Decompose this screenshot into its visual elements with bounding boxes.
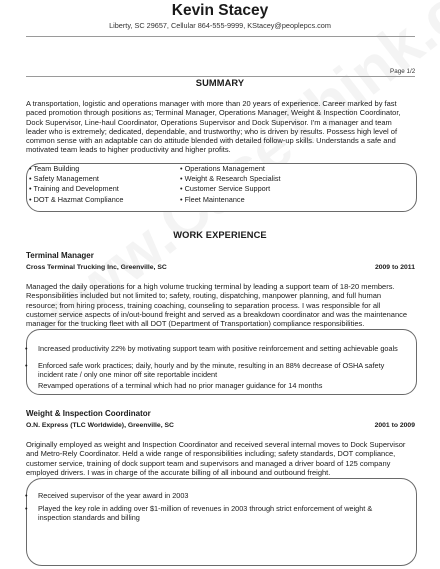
page-number: Page 1/2 xyxy=(390,68,416,75)
skills-left-list xyxy=(29,164,123,205)
job-description-line: Responsibilities included but not limited to; safety, routing, dispatching, manpower planning, and full human xyxy=(26,291,382,301)
job-description xyxy=(26,440,415,477)
bullet-icon: • xyxy=(25,504,28,513)
job-description-line: employed drivers. I was in charge of the accurate billing of all inbound and outbound freight. xyxy=(26,467,331,477)
achievement-item: • Enforced safe work practices; daily, hourly and by the minute, resulting in an 88% decrease of OSHA safety incident rate / only one minor off site reportable incident xyxy=(25,361,385,380)
skill-item: • DOT & Hazmat Compliance xyxy=(29,194,124,204)
summary-line: paced promotion through positions as; Terminal Manager, Operations Manager, Weight & Inspection Coordinator, xyxy=(26,108,401,118)
skill-item: • Team Building xyxy=(29,164,80,173)
job-description-line: manager for the trucking fleet with all DOT (Department of Transportation) compliance responsibilities. xyxy=(26,319,365,329)
job-title: Weight & Inspection Coordinator xyxy=(26,409,151,418)
skills-right-list xyxy=(180,164,281,205)
achievement-item: • Played the key role in adding over $1-million of revenues in 2003 through strict enforcement of weight & inspection standards and billing xyxy=(25,504,373,523)
summary-line: A transportation, logistic and operations manager with more than 20 years of experience. Career marked by fast xyxy=(26,99,397,108)
summary-title: SUMMARY xyxy=(195,78,245,88)
summary-line: Dock Supervisor, Line-haul Coordinator, Operations Supervisor and Dock Supervisor. I'm a manager and team xyxy=(26,117,392,127)
work-experience-title: WORK EXPERIENCE xyxy=(173,230,267,240)
candidate-name: Kevin Stacey xyxy=(171,2,269,19)
job-description-line: customer service, training of dock support team and supervisors and managed a driver board of 125 company xyxy=(26,458,391,468)
job-dates: 2001 to 2009 xyxy=(374,422,415,429)
job-description-line: Managed the daily operations for a high volume trucking terminal by leading a support team of 18-20 members. xyxy=(26,282,395,291)
bullet-icon: • xyxy=(25,361,28,370)
skill-item: • Fleet Maintenance xyxy=(180,194,245,204)
summary-line: common sense with an adaptable can do attitude blended with detailed follow-up skills. Understands a safe and xyxy=(26,136,396,146)
skill-item: • Operations Management xyxy=(180,164,265,173)
job-description xyxy=(26,282,415,328)
skill-item: • Weight & Research Specialist xyxy=(180,174,281,184)
job-dates: 2009 to 2011 xyxy=(374,264,415,271)
job-description-line: and Metro-Rely Coordinator. Held a wide range of responsibilities including; safety standards, DOT compliance, xyxy=(26,449,396,459)
summary-line: leader who is extremely; dedicated, dependable, and trustworthy; who is driven by results. Possess high level of xyxy=(26,126,398,136)
achievement-item: • Received supervisor of the year award in 2003 xyxy=(25,491,189,500)
skill-item: • Customer Service Support xyxy=(180,184,271,194)
job-title: Terminal Manager xyxy=(26,251,94,260)
skill-item: • Safety Management xyxy=(29,174,99,184)
contact-line: Liberty, SC 29657, Cellular 864-555-9999, KStacey@peoplepcs.com xyxy=(109,21,331,30)
bullet-icon: • xyxy=(25,344,28,353)
achievement-item: Revamped operations of a terminal which had no prior manager guidance for 14 months xyxy=(38,381,323,390)
bullet-icon: • xyxy=(25,491,28,500)
job-description-line: customer service aspects of in/out-bound freight and served as a breakdown coordinator and was the maintenance xyxy=(26,309,408,319)
skill-item: • Training and Development xyxy=(29,184,119,194)
summary-line: motivated team leads to higher productivity and higher profits. xyxy=(26,145,231,155)
achievement-item: • Increased productivity 22% by motivating support team with positive reinforcement and setting achievable goals xyxy=(25,344,398,353)
job-company: O.N. Express (TLC Worldwide), Greenville, SC xyxy=(26,422,174,429)
summary-divider xyxy=(26,76,415,77)
summary-paragraph xyxy=(26,99,415,155)
job-company: Cross Terminal Trucking Inc, Greenville, SC xyxy=(26,264,167,271)
job-description-line: resource; from hiring process, training coaching, counseling to separation process. I was responsible for all xyxy=(26,300,381,310)
job-description-line: Originally employed as weight and Inspection Coordinator and received several internal moves to Dock Supervisor xyxy=(26,440,406,449)
header-divider xyxy=(26,36,415,37)
